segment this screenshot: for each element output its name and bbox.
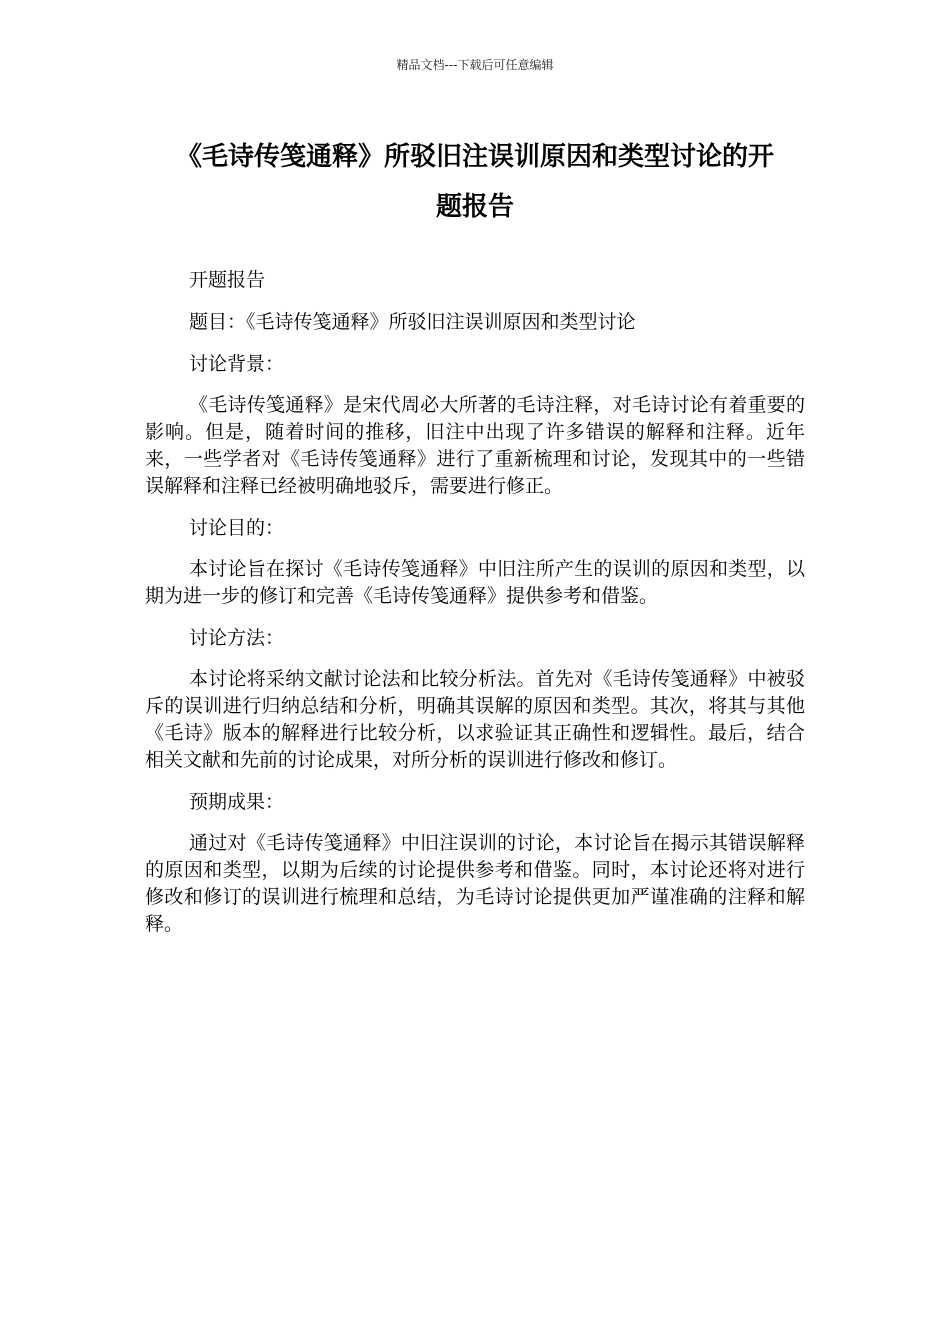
document-title: [140, 132, 810, 232]
report-label: 开题报告: [189, 269, 266, 291]
section-heading-outcome: 预期成果：: [189, 791, 285, 813]
section-heading-purpose: 讨论目的：: [189, 517, 285, 539]
section-paragraph-outcome: 通过对《毛诗传笺通释》中旧注误训的讨论，本讨论旨在揭示其错误解释的原因和类型，以期为后续的讨论提供参考和借鉴。同时，本讨论还将对进行修改和修订的误训进行梳理和总结，为毛诗讨论提供更加严谨准确的注释和解释。: [145, 832, 805, 935]
section-paragraph-method: 本讨论将采纳文献讨论法和比较分析法。首先对《毛诗传笺通释》中被驳斥的误训进行归纳总结和分析，明确其误解的原因和类型。其次，将其与其他《毛诗》版本的解释进行比较分析，以求验证其正确性和逻辑性。最后，结合相关文献和先前的讨论成果，对所分析的误训进行修改和修订。: [145, 668, 805, 771]
topic-line: 题目：《毛诗传笺通释》所驳旧注误训原因和类型讨论: [189, 311, 636, 333]
document-body: [145, 266, 805, 952]
title-line-2: 题报告: [435, 192, 514, 222]
section-paragraph-background: 《毛诗传笺通释》是宋代周必大所著的毛诗注释，对毛诗讨论有着重要的影响。但是，随着时间的推移，旧注中出现了许多错误的解释和注释。近年来，一些学者对《毛诗传笺通释》进行了重新梳理和讨论，发现其中的一些错误解释和注释已经被明确地驳斥，需要进行修正。: [145, 394, 805, 497]
section-heading-method: 讨论方法：: [189, 627, 285, 649]
section-paragraph-purpose: 本讨论旨在探讨《毛诗传笺通释》中旧注所产生的误训的原因和类型，以期为进一步的修订和完善《毛诗传笺通释》提供参考和借鉴。: [145, 558, 805, 607]
header-note: 精品文档---下载后可任意编辑: [396, 58, 554, 72]
section-heading-background: 讨论背景：: [189, 353, 285, 375]
title-line-1: 《毛诗传笺通释》所驳旧注误训原因和类型讨论的开: [175, 142, 774, 172]
